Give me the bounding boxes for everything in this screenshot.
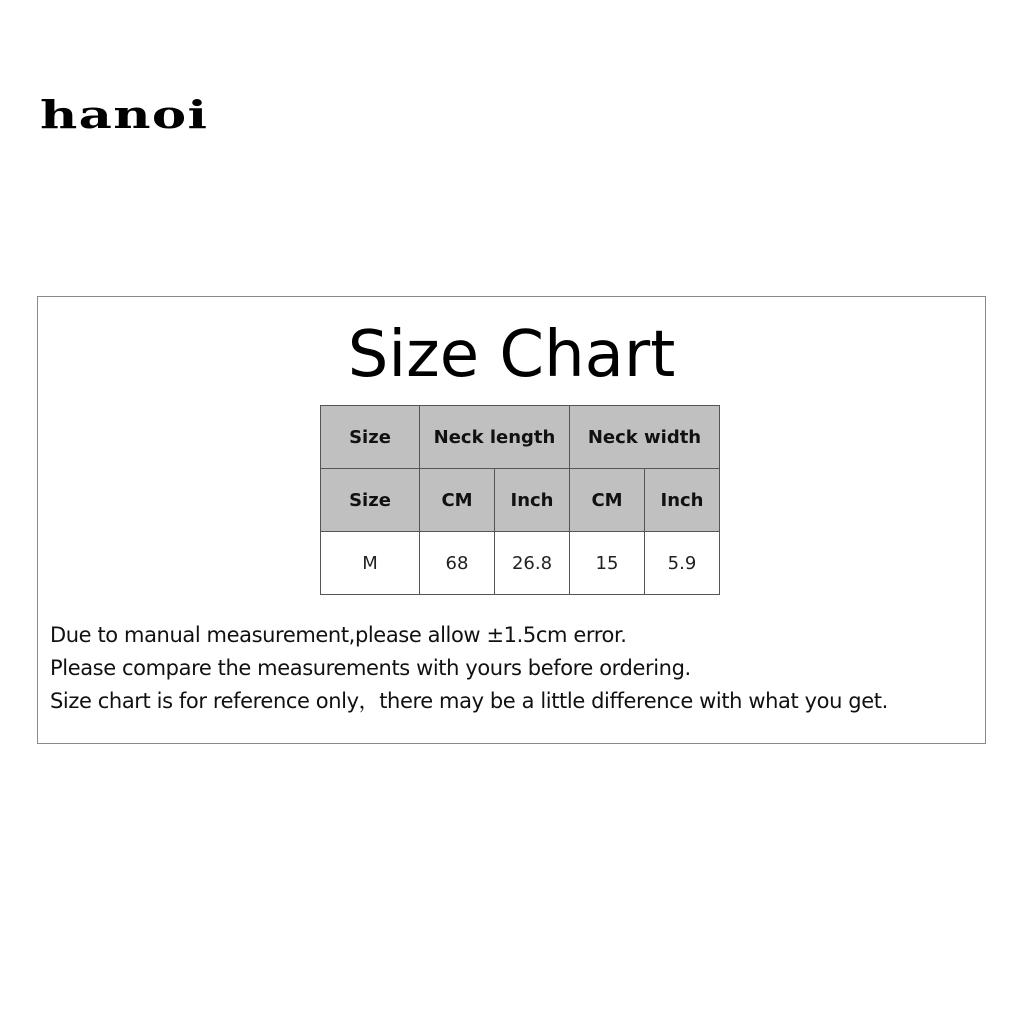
subheader-neck-length-cm: CM: [420, 469, 495, 532]
note-line-reference: Size chart is for reference only，there may be a little difference with what you get.: [50, 689, 888, 713]
cell-size: M: [321, 532, 420, 595]
size-table: [320, 405, 720, 595]
subheader-size: Size: [321, 469, 420, 532]
brand-logo: hanoi: [40, 92, 209, 137]
cell-neck-width-inch: 5.9: [645, 532, 720, 595]
note-line-measurement-error: Due to manual measurement,please allow ±1.5cm error.: [50, 623, 627, 647]
subheader-neck-length-inch: Inch: [495, 469, 570, 532]
header-size: Size: [321, 406, 420, 469]
chart-title: Size Chart: [347, 318, 676, 392]
notes: [50, 619, 888, 718]
table-row: [321, 532, 720, 595]
cell-neck-width-cm: 15: [570, 532, 645, 595]
header-neck-width: Neck width: [570, 406, 720, 469]
table-subheader-row: [321, 469, 720, 532]
subheader-neck-width-inch: Inch: [645, 469, 720, 532]
cell-neck-length-inch: 26.8: [495, 532, 570, 595]
header-neck-length: Neck length: [420, 406, 570, 469]
cell-neck-length-cm: 68: [420, 532, 495, 595]
note-line-compare: Please compare the measurements with yours before ordering.: [50, 656, 691, 680]
subheader-neck-width-cm: CM: [570, 469, 645, 532]
size-chart-panel: [37, 296, 986, 744]
table-header-row: [321, 406, 720, 469]
